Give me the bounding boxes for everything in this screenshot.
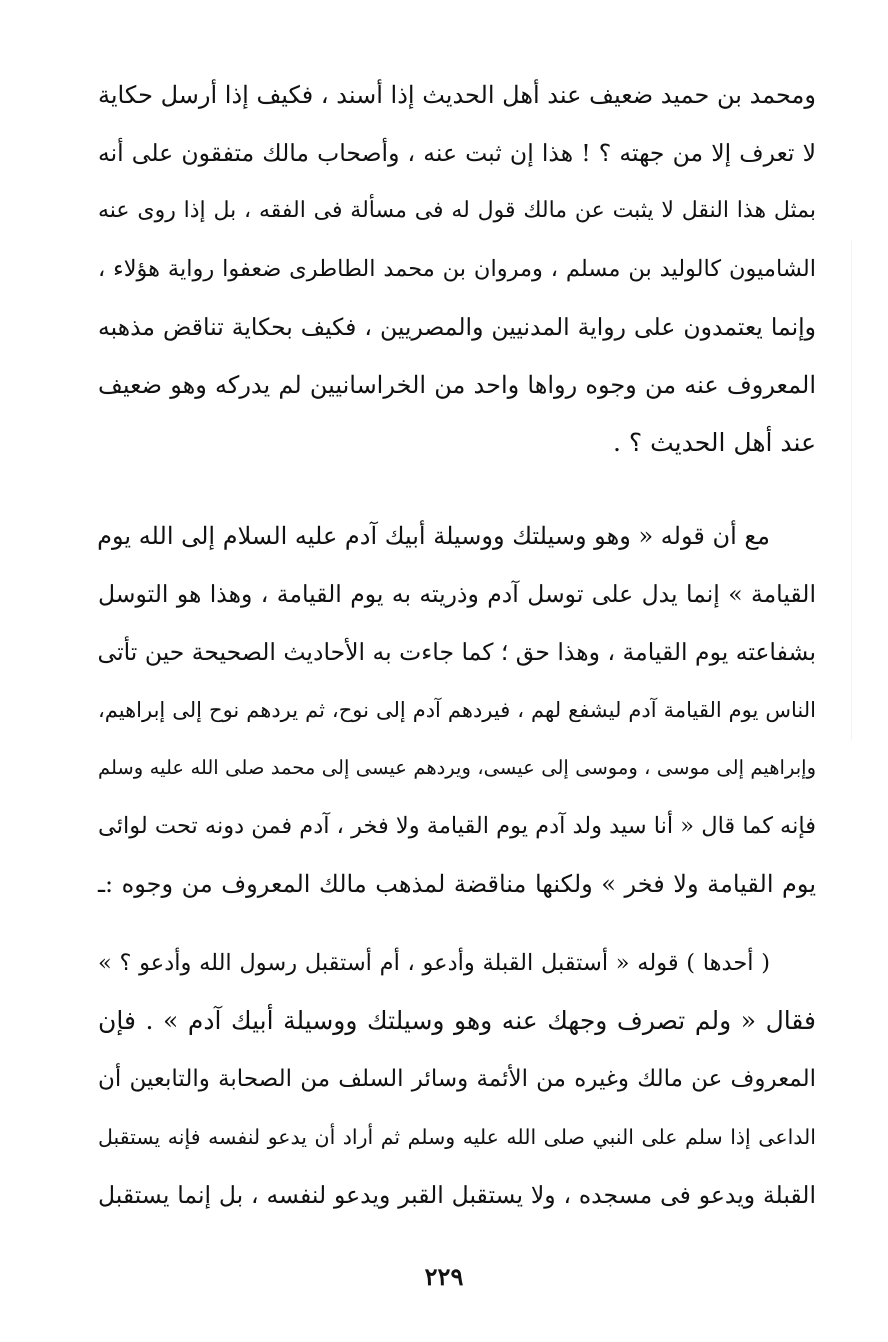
text-line: المعروف عنه من وجوه رواها واحد من الخراسانيين لم يدركه وهو ضعيف	[98, 371, 816, 399]
text-line: بمثل هذا النقل لا يثبت عن مالك قول له فى مسألة فى الفقه ، بل إذا روى عنه	[98, 198, 816, 223]
text-line: فقال « ولم تصرف وجهك عنه وهو وسيلتك ووسيلة أبيك آدم » . فإن	[98, 1006, 816, 1035]
text-line: القبلة ويدعو فى مسجده ، ولا يستقبل القبر ويدعو لنفسه ، بل إنما يستقبل	[98, 1181, 816, 1209]
paragraph-2	[98, 507, 816, 913]
text-line: يوم القيامة ولا فخر » ولكنها مناقضة لمذهب مالك المعروف من وجوه :ـ	[98, 870, 816, 898]
text-line: الداعى إذا سلم على النبي صلى الله عليه وسلم ثم أراد أن يدعو لنفسه فإنه يستقبل	[98, 1125, 816, 1149]
text-line: فإنه كما قال « أنا سيد ولد آدم يوم القيامة ولا فخر ، آدم فمن دونه تحت لوائى	[97, 813, 816, 839]
page-number: ٢٢٩	[424, 1262, 464, 1291]
paragraph-3	[98, 934, 816, 1224]
text-line: ( أحدها ) قوله « أستقبل القبلة وأدعو ، أم أستقبل رسول الله وأدعو ؟ »	[98, 950, 770, 976]
text-line: وإنما يعتمدون على رواية المدنيين والمصريين ، فكيف بحكاية تناقض مذهبه	[98, 313, 816, 341]
text-line: مع أن قوله « وهو وسيلتك ووسيلة أبيك آدم عليه السلام إلى الله يوم	[97, 522, 770, 550]
page-edge-shadow	[851, 240, 852, 740]
text-line: وإبراهيم إلى موسى ، وموسى إلى عيسى، ويردهم عيسى إلى محمد صلى الله عليه وسلم	[98, 756, 816, 779]
text-line: الناس يوم القيامة آدم ليشفع لهم ، فيردهم آدم إلى نوح، ثم يردهم نوح إلى إبراهيم،	[98, 698, 816, 722]
text-line: لا تعرف إلا من جهته ؟ ! هذا إن ثبت عنه ، وأصحاب مالك متفقون على أنه	[98, 139, 816, 167]
text-line: بشفاعته يوم القيامة ، وهذا حق ؛ كما جاءت به الأحاديث الصحيحة حين تأتى	[97, 638, 816, 666]
text-line: عند أهل الحديث ؟ .	[613, 428, 816, 457]
paragraph-1	[98, 66, 816, 472]
text-line: القيامة » إنما يدل على توسل آدم وذريته به يوم القيامة ، وهذا هو التوسل	[98, 580, 816, 608]
text-line: ومحمد بن حميد ضعيف عند أهل الحديث إذا أسند ، فكيف إذا أرسل حكاية	[98, 81, 816, 109]
text-line: الشاميون كالوليد بن مسلم ، ومروان بن محمد الطاطرى ضعفوا رواية هؤلاء ،	[98, 256, 816, 282]
text-line: المعروف عن مالك وغيره من الأئمة وسائر السلف من الصحابة والتابعين أن	[98, 1066, 816, 1092]
